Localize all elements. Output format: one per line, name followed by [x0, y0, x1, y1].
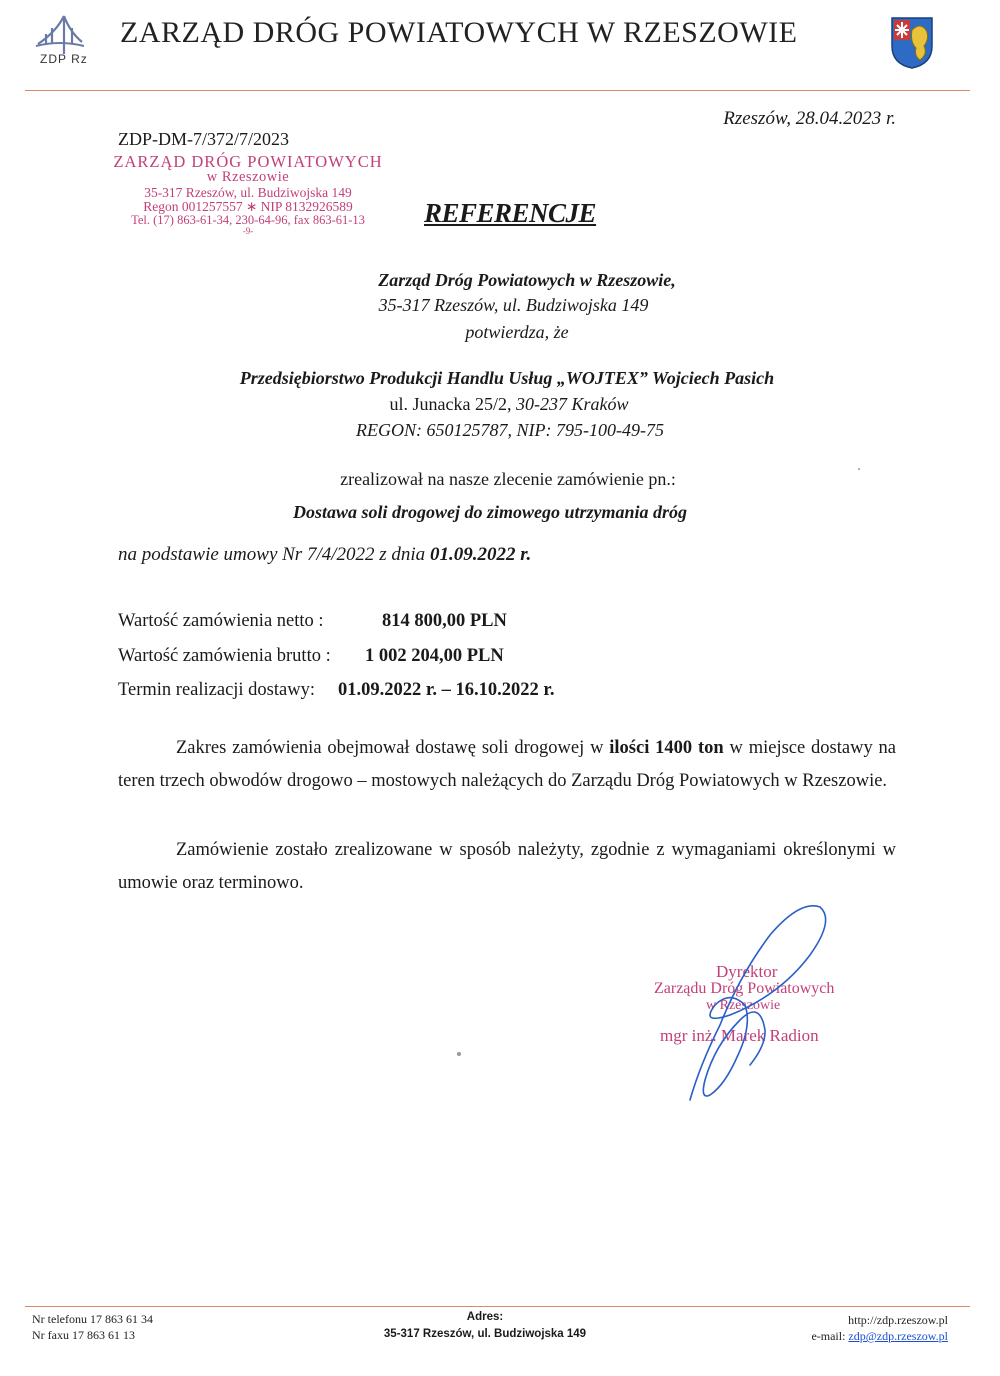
footer-phone: Nr telefonu 17 863 61 34 — [32, 1312, 153, 1326]
scan-speck — [858, 468, 860, 470]
stamp-line-3: 35-317 Rzeszów, ul. Budziwojska 149 — [144, 184, 352, 200]
realized-text: zrealizował na nasze zlecenie zamówienie pn.: — [340, 469, 676, 489]
contractor-address — [0, 394, 1000, 415]
stamp-line-5: Tel. (17) 863-61-34, 230-64-96, fax 863-61-13 — [131, 212, 365, 227]
stamp-line-4: Regon 001257557 ∗ NIP 8132926589 — [143, 198, 353, 214]
contract-date: 01.09.2022 r. — [429, 544, 532, 565]
stamp-line-2: w Rzeszowie — [206, 169, 290, 186]
netto-row — [118, 611, 507, 632]
director-org-line-2: w Rzeszowie — [706, 998, 781, 1013]
scope-paragraph — [118, 732, 896, 798]
contractor-name: Przedsiębiorstwo Produkcji Handlu Usług „WOJTEX” Wojciech Pasich — [239, 368, 775, 388]
stamp-line-1: ZARZĄD DRÓG POWIATOWYCH — [113, 152, 383, 171]
document-heading: REFERENCJE — [424, 198, 597, 228]
scope-quantity: ilości 1400 ton — [609, 738, 724, 758]
contractor-ids: REGON: 650125787, NIP: 795-100-49-75 — [356, 420, 664, 440]
footer-fax: Nr faxu 17 863 61 13 — [32, 1328, 135, 1342]
director-org-line-1: Zarządu Dróg Powiatowych — [654, 980, 835, 997]
footer-divider — [25, 1306, 970, 1307]
stamp-line-6: -9- — [242, 226, 254, 236]
issuer-name: Zarząd Dróg Powiatowych w Rzeszowie, — [378, 270, 676, 290]
netto-value: 814 800,00 PLN — [382, 611, 507, 631]
brutto-row — [118, 646, 504, 667]
term-row — [118, 680, 555, 701]
issuer-address: 35-317 Rzeszów, ul. Budziwojska 149 — [378, 295, 649, 315]
footer-website[interactable]: http://zdp.rzeszow.pl — [848, 1313, 948, 1327]
scan-speck — [457, 1052, 461, 1056]
footer-email-link[interactable]: zdp@zdp.rzeszow.pl — [848, 1329, 948, 1343]
logo-text: ZDP Rz — [40, 52, 88, 66]
term-value: 01.09.2022 r. – 16.10.2022 r. — [338, 680, 555, 700]
header-divider — [25, 90, 970, 91]
coat-of-arms-icon — [890, 16, 934, 70]
footer-email — [811, 1329, 948, 1344]
director-name: mgr inż. Marek Radion — [660, 1026, 819, 1045]
order-subject: Dostawa soli drogowej do zimowego utrzymania dróg — [292, 502, 688, 522]
office-stamp — [112, 153, 384, 236]
organization-title: ZARZĄD DRÓG POWIATOWYCH W RZESZOWIE — [120, 16, 798, 49]
brutto-value: 1 002 204,00 PLN — [365, 646, 504, 666]
contractor-city: 30-237 Kraków — [515, 394, 629, 414]
footer-address: 35-317 Rzeszów, ul. Budziwojska 149 — [383, 1328, 587, 1340]
completion-paragraph: Zamówienie zostało zrealizowane w sposób należyty, zgodnie z wymaganiami określonymi w umowie oraz terminowo. — [118, 840, 896, 893]
contract-prefix: na podstawie umowy Nr 7/4/2022 z dnia — [118, 544, 430, 565]
place-date: Rzeszów, 28.04.2023 r. — [723, 108, 896, 129]
handwritten-signature — [670, 895, 840, 1110]
contractor-street: ul. Junacka 25/2, — [389, 394, 512, 414]
term-label: Termin realizacji dostawy: — [118, 680, 315, 700]
issuer-confirms: potwierdza, że — [465, 322, 569, 342]
footer-address-label: Adres: — [466, 1311, 504, 1323]
scope-text-after: w miejsce dostawy na teren trzech obwodów drogowo – mostowych należących do Zarządu Dróg Powiatowych w Rzeszowie. — [118, 738, 896, 791]
brutto-label: Wartość zamówienia brutto : — [118, 646, 331, 666]
scope-text-before: Zakres zamówienia obejmował dostawę soli drogowej w — [176, 738, 610, 758]
director-title: Dyrektor — [716, 962, 778, 981]
document-number: ZDP-DM-7/372/7/2023 — [118, 129, 289, 149]
zdp-logo-icon — [30, 14, 90, 76]
netto-label: Wartość zamówienia netto : — [118, 611, 324, 631]
footer-email-label: e-mail: — [811, 1329, 849, 1343]
contract-reference — [118, 544, 531, 566]
